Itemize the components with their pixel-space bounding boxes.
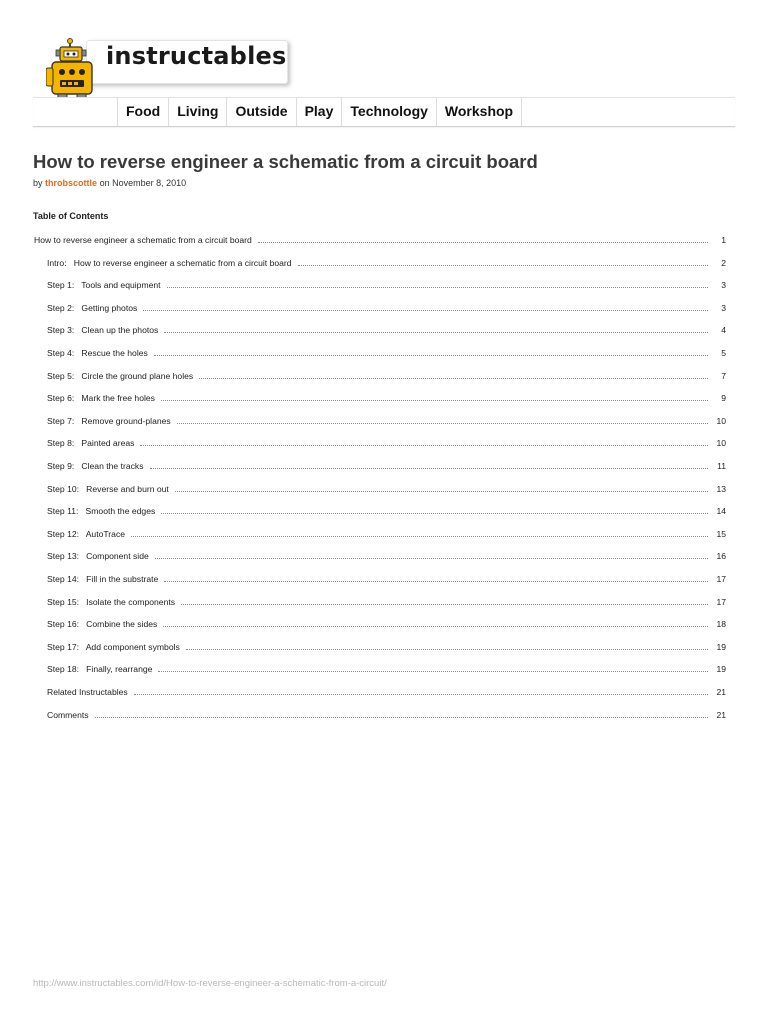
byline xyxy=(33,178,186,188)
toc-entry[interactable] xyxy=(47,687,726,701)
toc-dot-leader xyxy=(163,620,708,627)
toc-entry-page: 10 xyxy=(716,438,726,449)
toc-dot-leader xyxy=(181,598,708,605)
toc-entry[interactable] xyxy=(47,461,726,475)
toc-entry[interactable] xyxy=(34,235,726,249)
toc-dot-leader xyxy=(143,304,708,311)
toc-entry-label: Step 18: Finally, rearrange xyxy=(47,664,153,675)
toc-entry-label: Step 4: Rescue the holes xyxy=(47,348,148,358)
toc-entry-page: 13 xyxy=(716,483,726,494)
toc-entry-page: 15 xyxy=(716,528,726,539)
toc-entry-label: Step 11: Smooth the edges xyxy=(47,506,156,517)
toc-entry[interactable] xyxy=(47,258,726,272)
toc-dot-leader xyxy=(164,326,708,333)
brand-wordmark[interactable]: instructables xyxy=(106,42,287,70)
toc-entry-page: 19 xyxy=(716,664,726,675)
toc-dot-leader xyxy=(158,665,708,672)
toc-entry-page: 7 xyxy=(721,370,726,381)
toc-entry-page: 4 xyxy=(721,325,726,336)
toc-entry-label: Step 15: Isolate the components xyxy=(47,596,176,607)
toc-dot-leader xyxy=(175,485,708,492)
toc-entry[interactable] xyxy=(47,371,726,385)
byline-prefix: by xyxy=(33,178,43,188)
toc-entry[interactable] xyxy=(47,393,726,407)
toc-entry-page: 21 xyxy=(716,687,726,697)
toc-entry-page: 10 xyxy=(716,415,726,426)
toc-dot-leader xyxy=(161,507,708,514)
toc-dot-leader xyxy=(131,530,708,537)
toc-entry[interactable] xyxy=(47,438,726,452)
toc-dot-leader xyxy=(150,462,709,469)
toc-entry[interactable] xyxy=(47,506,726,520)
toc-entry-page: 9 xyxy=(721,393,726,404)
toc-entry-label: Step 3: Clean up the photos xyxy=(47,325,159,336)
toc-entry[interactable] xyxy=(47,710,726,724)
toc-entry-page: 3 xyxy=(721,280,726,291)
nav-items xyxy=(117,98,522,126)
toc-dot-leader xyxy=(167,281,708,288)
toc-entry-label: Step 14: Fill in the substrate xyxy=(47,574,159,584)
toc-entry[interactable] xyxy=(47,551,726,565)
toc-entry-page: 5 xyxy=(721,348,726,358)
toc-entry[interactable] xyxy=(47,280,726,294)
toc-entry-label: Step 16: Combine the sides xyxy=(47,619,158,630)
toc-entry[interactable] xyxy=(47,619,726,633)
toc-dot-leader xyxy=(140,439,708,446)
page-title: How to reverse engineer a schematic from a circuit board xyxy=(33,151,538,172)
toc-dot-leader xyxy=(161,394,708,401)
toc-entry-label: Comments xyxy=(47,709,89,720)
toc-entry[interactable] xyxy=(47,664,726,678)
toc-entry-page: 17 xyxy=(716,574,726,584)
toc-dot-leader xyxy=(164,575,708,582)
toc-dot-leader xyxy=(258,236,708,243)
toc-entry[interactable] xyxy=(47,529,726,543)
toc-entry-label: Step 13: Component side xyxy=(47,551,149,562)
toc-entry[interactable] xyxy=(47,348,726,362)
toc-dot-leader xyxy=(199,372,708,379)
nav-item-workshop[interactable]: Workshop xyxy=(437,98,522,126)
toc-entry-page: 14 xyxy=(716,506,726,517)
toc-entry-label: Step 2: Getting photos xyxy=(47,302,138,313)
nav-item-technology[interactable]: Technology xyxy=(342,98,437,126)
toc-entry-page: 2 xyxy=(721,257,726,268)
toc-entry-label: Related Instructables xyxy=(47,687,128,697)
nav-item-outside[interactable]: Outside xyxy=(227,98,296,126)
toc-dot-leader xyxy=(177,417,708,424)
toc-entry-label: Intro: How to reverse engineer a schematic from a circuit board xyxy=(47,257,292,268)
toc-entry-label: Step 8: Painted areas xyxy=(47,438,135,449)
site-header xyxy=(0,0,768,130)
toc-entry-label: Step 9: Clean the tracks xyxy=(47,461,144,471)
toc-entry-page: 1 xyxy=(721,235,726,245)
toc-entry-label: Step 7: Remove ground-planes xyxy=(47,415,171,426)
toc-entry[interactable] xyxy=(47,574,726,588)
toc-entry-label: How to reverse engineer a schematic from a circuit board xyxy=(34,235,252,245)
toc-entry-page: 19 xyxy=(716,641,726,652)
byline-date: on November 8, 2010 xyxy=(99,178,187,188)
toc-entry-page: 16 xyxy=(716,551,726,562)
nav-item-food[interactable]: Food xyxy=(117,98,169,126)
toc-entry[interactable] xyxy=(47,325,726,339)
nav-item-play[interactable]: Play xyxy=(297,98,343,126)
toc-dot-leader xyxy=(154,349,708,356)
toc-dot-leader xyxy=(186,643,708,650)
toc-entry-page: 11 xyxy=(717,461,726,471)
toc-dot-leader xyxy=(155,552,708,559)
toc-dot-leader xyxy=(298,259,708,266)
toc-entry-label: Step 17: Add component symbols xyxy=(47,641,180,652)
toc-entry-label: Step 12: AutoTrace xyxy=(47,528,126,539)
toc-heading: Table of Contents xyxy=(33,211,109,221)
toc-entry-page: 17 xyxy=(716,596,726,607)
toc-entry-label: Step 6: Mark the free holes xyxy=(47,393,155,404)
author-link[interactable]: throbscottle xyxy=(45,178,98,188)
category-navbar xyxy=(33,97,735,127)
toc-entry[interactable] xyxy=(47,416,726,430)
toc-dot-leader xyxy=(134,688,708,695)
nav-item-living[interactable]: Living xyxy=(169,98,227,126)
footer-url[interactable]: http://www.instructables.com/id/How-to-reverse-engineer-a-schematic-from-a-circuit/ xyxy=(33,978,387,989)
toc-entry[interactable] xyxy=(47,303,726,317)
toc-entry-page: 21 xyxy=(716,709,726,720)
toc-entry[interactable] xyxy=(47,484,726,498)
toc-entry-page: 18 xyxy=(716,619,726,630)
toc-entry-page: 3 xyxy=(721,302,726,313)
toc-entry[interactable] xyxy=(47,642,726,656)
toc-dot-leader xyxy=(95,711,708,718)
toc-entry-label: Step 1: Tools and equipment xyxy=(47,280,161,291)
toc-entry-label: Step 5: Circle the ground plane holes xyxy=(47,370,194,381)
toc-entry[interactable] xyxy=(47,597,726,611)
toc-entry-label: Step 10: Reverse and burn out xyxy=(47,483,169,494)
